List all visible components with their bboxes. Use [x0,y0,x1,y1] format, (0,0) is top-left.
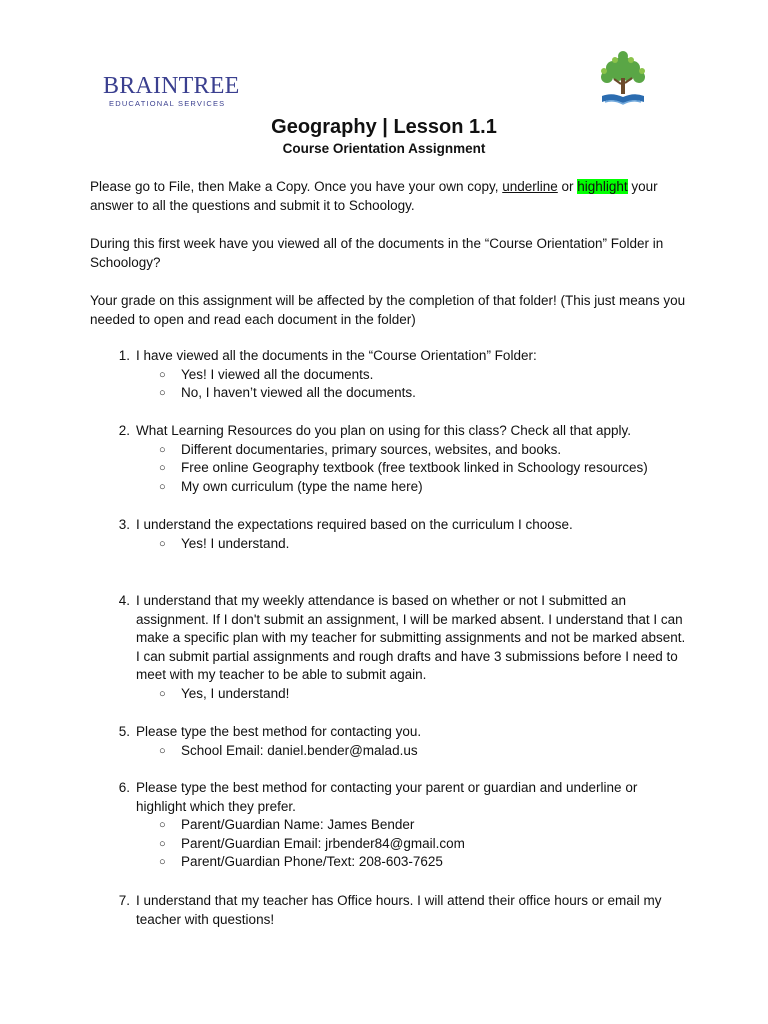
answer-option-text: My own curriculum (type the name here) [181,478,423,494]
answer-option-text: School Email: daniel.bender@malad.us [181,742,418,758]
question-text: Please type the best method for contacting you. [136,724,422,739]
circle-bullet-icon: ○ [159,819,166,832]
answer-option-selected[interactable] [136,535,690,554]
circle-bullet-icon: ○ [159,443,166,456]
page-subtitle: Course Orientation Assignment [282,141,486,156]
brand-subtitle: EDUCATIONAL SERVICES [109,99,226,108]
answer-option[interactable] [136,816,690,835]
question-text: Please type the best method for contacting your parent or guardian and underline or highlight which they prefer. [136,780,638,814]
question-item [110,422,690,496]
question-text: What Learning Resources do you plan on using for this class? Check all that apply. [136,423,632,438]
braintree-logo [103,74,243,108]
question-text: I have viewed all the documents in the “Course Orientation” Folder: [136,348,537,363]
answer-option[interactable] [136,384,690,403]
question-item [110,779,690,872]
answer-option-selected[interactable] [136,685,690,704]
question-number: 4. [118,593,130,608]
answer-option-selected[interactable] [136,366,690,385]
question-item [110,516,690,553]
question-number: 6. [118,780,130,795]
circle-bullet-icon: ○ [159,368,166,381]
instructions-text: Please go to File, then Make a Copy. Once you have your own copy, [90,179,503,194]
circle-bullet-icon: ○ [159,387,166,400]
page-title: Geography | Lesson 1.1 [271,116,497,138]
orientation-question-paragraph: During this first week have you viewed all of the documents in the “Course Orientation” Folder in Schoology? [90,236,664,270]
instructions-paragraph [90,177,690,215]
circle-bullet-icon: ○ [159,480,166,493]
answer-option-text: Parent/Guardian Email: jrbender84@gmail.com [181,835,465,851]
question-text: I understand that my teacher has Office hours. I will attend their office hours or email my teacher with questions! [136,893,662,927]
question-number: 7. [118,893,130,908]
underline-example: underline [502,179,558,194]
question-item [110,347,690,403]
circle-bullet-icon: ○ [159,856,166,869]
circle-bullet-icon: ○ [159,837,166,850]
brand-name: BRAINTREE [103,73,240,99]
question-number: 2. [118,423,130,438]
question-number: 3. [118,517,130,532]
answer-option-text: Yes! I viewed all the documents. [181,366,374,382]
question-number: 1. [118,348,130,363]
circle-bullet-icon: ○ [159,537,166,550]
question-number: 5. [118,724,130,739]
circle-bullet-icon: ○ [159,687,166,700]
answer-option-selected[interactable] [136,441,690,460]
answer-option-text: Parent/Guardian Name: James Bender [181,817,415,833]
circle-bullet-icon: ○ [159,744,166,757]
answer-option-text: Yes, I understand! [181,685,290,701]
answer-option[interactable] [136,459,690,478]
instructions-or: or [557,179,578,194]
tree-book-icon [596,50,650,108]
answer-option[interactable] [136,853,690,872]
highlight-example: highlight [577,179,628,194]
answer-option[interactable] [136,742,690,761]
instructions-text-end: your answer to all the questions and submit it to Schoology. [90,179,658,213]
answer-option-text: Free online Geography textbook (free textbook linked in Schoology resources) [181,460,648,476]
answer-option[interactable] [136,478,690,497]
answer-option-text: No, I haven’t viewed all the documents. [181,385,416,401]
question-text: I understand the expectations required based on the curriculum I choose. [136,517,573,532]
circle-bullet-icon: ○ [159,462,166,475]
answer-option-text: Different documentaries, primary sources, websites, and books. [181,441,562,457]
answer-option-text: Parent/Guardian Phone/Text: 208-603-7625 [181,854,443,870]
grade-note-paragraph: Your grade on this assignment will be affected by the completion of that folder! (This just means you needed to open and read each document in the folder) [90,293,686,327]
question-item [110,723,690,760]
answer-option[interactable] [136,835,690,854]
question-text: I understand that my weekly attendance is based on whether or not I submitted an assignment. If I don't submit an assignment, I will be marked absent. I understand that I can make a specific plan with my teacher for submitting assignments and not be marked absent. I can submit partial assignments and rough drafts and have 3 submissions before I need to meet with my teacher to be able to submit again. [136,593,686,683]
question-item [110,592,690,704]
answer-option-text: Yes! I understand. [181,535,290,551]
question-item [110,892,690,929]
